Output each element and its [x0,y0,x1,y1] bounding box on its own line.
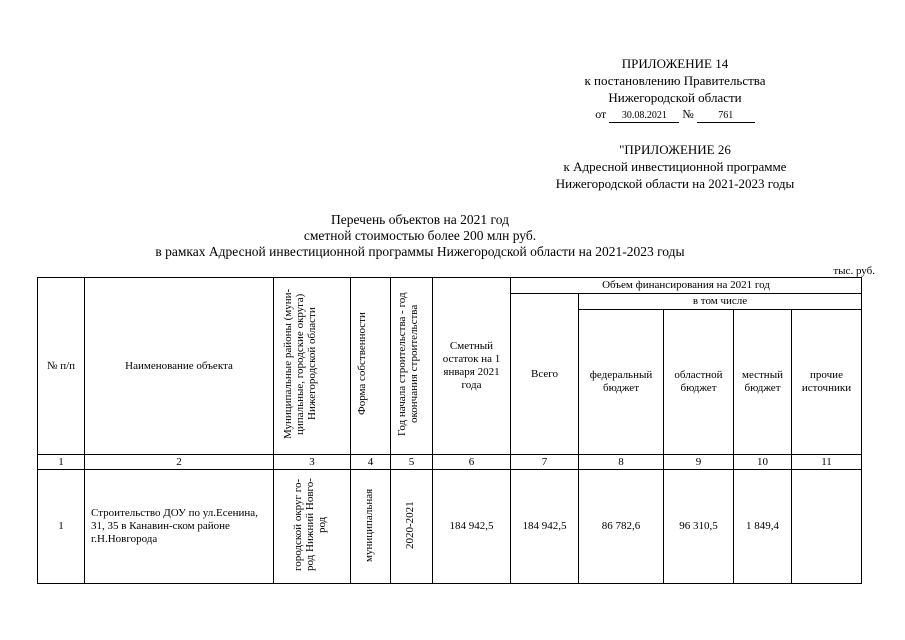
column-number: 8 [579,455,664,470]
row-total: 184 942,5 [511,470,579,584]
number-sign: № [682,107,694,121]
appendix-line-1: к постановлению Правительства [584,73,766,88]
header-years: Год начала строительства - год окончания строительства [395,292,420,436]
number-value: 761 [697,110,755,123]
row-municipality: городской округ го-род Нижний Новго-род [292,478,328,571]
column-number: 9 [664,455,734,470]
header-other: прочие источники [792,310,862,455]
date-prefix: от [595,107,607,121]
appendix2-title: "ПРИЛОЖЕНИЕ 26 [619,142,731,157]
column-number: 5 [391,455,433,470]
date-value: 30.08.2021 [609,110,679,123]
column-number: 7 [511,455,579,470]
header-municipality-cell [274,278,351,455]
row-years-cell [391,470,433,584]
column-number: 1 [38,455,85,470]
row-other [792,470,862,584]
header-municipality: Муниципальные районы (муни-ципальные, городские округа) Нижегородской области [282,288,318,440]
header-ownership: Форма собственности [355,312,368,416]
row-regional: 96 310,5 [664,470,734,584]
units-label: тыс. руб. [833,265,875,277]
header-name: Наименование объекта [85,278,274,455]
appendix-14-block [540,55,810,123]
header-regional: областной бюджет [664,310,734,455]
column-numbers-row [38,455,862,470]
header-years-cell [391,278,433,455]
row-municipality-cell [274,470,351,584]
row-local: 1 849,4 [734,470,792,584]
table-row [38,470,862,584]
appendix-date-line [540,106,810,123]
header-local: местный бюджет [734,310,792,455]
header-total: Всего [511,294,579,455]
header-balance: Сметный остаток на 1 января 2021 года [433,278,511,455]
column-number: 3 [274,455,351,470]
appendix-title: ПРИЛОЖЕНИЕ 14 [621,56,729,71]
header-federal: федеральный бюджет [579,310,664,455]
header-num: № п/п [38,278,85,455]
row-years: 2020-2021 [403,500,416,549]
row-ownership-cell [351,470,391,584]
row-ownership: муниципальная [362,487,375,562]
header-ownership-cell [351,278,391,455]
row-federal: 86 782,6 [579,470,664,584]
row-num: 1 [38,470,85,584]
appendix-26-block [505,141,845,192]
column-number: 4 [351,455,391,470]
appendix-line-2: Нижегородской области [608,90,742,105]
row-object-name: Строительство ДОУ по ул.Есенина, 31, 35 в Канавин-ском районе г.Н.Новгорода [85,470,274,584]
column-number: 2 [85,455,274,470]
header-funding: Объем финансирования на 2021 год [511,278,862,294]
header-including: в том числе [579,294,862,310]
column-number: 6 [433,455,511,470]
appendix2-line-2: Нижегородской области на 2021-2023 годы [555,176,795,191]
title-line-3: в рамках Адресной инвестиционной программы Нижегородской области на 2021-2023 годы [155,244,685,259]
title-line-1: Перечень объектов на 2021 год [331,212,509,227]
appendix2-line-1: к Адресной инвестиционной программе [563,159,787,174]
column-number: 11 [792,455,862,470]
row-balance: 184 942,5 [433,470,511,584]
objects-table [37,277,862,584]
title-line-2: сметной стоимостью более 200 млн руб. [303,228,537,243]
column-number: 10 [734,455,792,470]
document-title [150,212,690,260]
